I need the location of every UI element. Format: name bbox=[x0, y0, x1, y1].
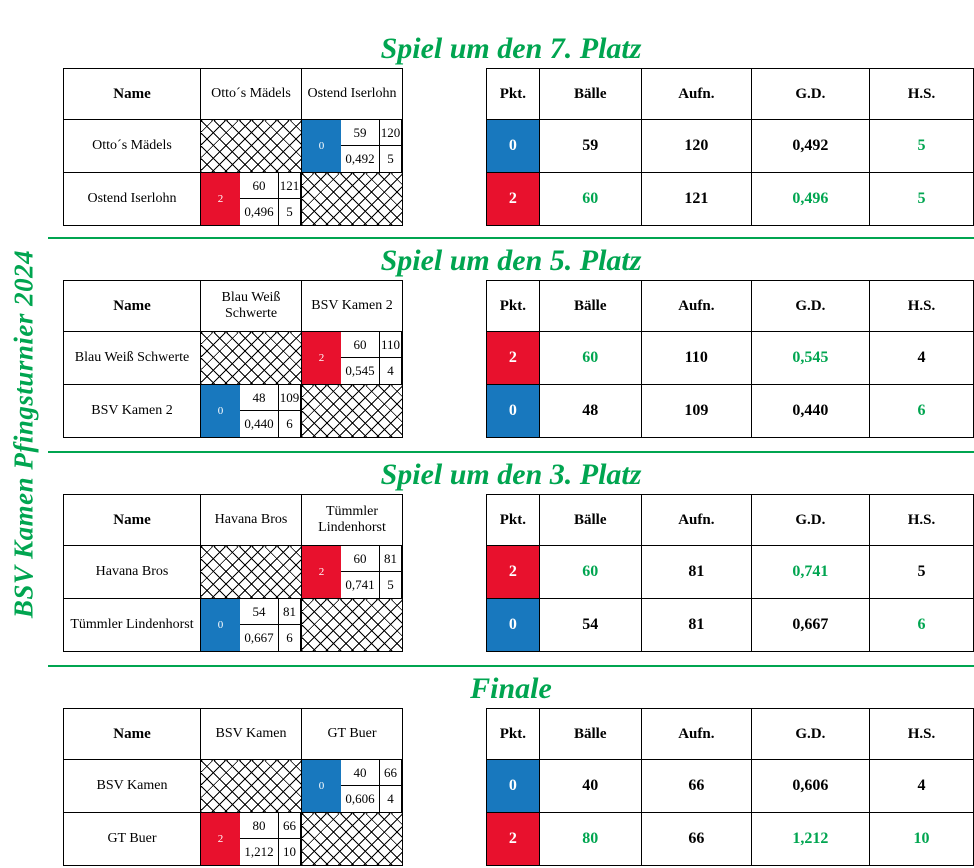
stats-header-balle: Bälle bbox=[539, 709, 641, 760]
cross-row bbox=[64, 385, 403, 438]
stats-cell-pkt: 2 bbox=[487, 813, 540, 866]
cross-row-team-name: Ostend Iserlohn bbox=[64, 173, 201, 226]
section-title: Spiel um den 5. Platz bbox=[380, 244, 642, 277]
tournament-title-text: BSV Kamen Pfingsturnier 2024 bbox=[8, 249, 39, 619]
cross-gd: 0,741 bbox=[341, 572, 380, 598]
stats-cell-hs: 5 bbox=[869, 173, 973, 226]
stats-header-aufn: Aufn. bbox=[641, 495, 751, 546]
stats-cell-pkt: 0 bbox=[487, 120, 540, 173]
cross-row bbox=[64, 332, 403, 385]
section-divider bbox=[48, 665, 974, 667]
cross-result-grid bbox=[201, 813, 301, 865]
cross-header-name: Name bbox=[64, 709, 201, 760]
cross-cell-self bbox=[302, 813, 403, 866]
cross-header-opponent: Tümmler Lindenhorst bbox=[302, 495, 403, 546]
cross-points: 0 bbox=[302, 760, 341, 812]
stats-header-pkt: Pkt. bbox=[487, 709, 540, 760]
section-body bbox=[48, 280, 974, 450]
cross-cell-result bbox=[201, 385, 302, 438]
stats-header-pkt: Pkt. bbox=[487, 281, 540, 332]
match-section bbox=[48, 242, 974, 450]
stats-row bbox=[487, 813, 974, 866]
stats-cell-balle: 54 bbox=[539, 599, 641, 652]
stats-header-aufn: Aufn. bbox=[641, 69, 751, 120]
stats-row bbox=[487, 546, 974, 599]
cross-points: 0 bbox=[201, 599, 240, 651]
cross-aufn: 121 bbox=[279, 173, 301, 199]
cross-row-team-name: BSV Kamen bbox=[64, 760, 201, 813]
stats-header-hs: H.S. bbox=[869, 709, 973, 760]
stats-cell-hs: 5 bbox=[869, 120, 973, 173]
stats-header-pkt: Pkt. bbox=[487, 69, 540, 120]
stats-cell-aufn: 109 bbox=[641, 385, 751, 438]
section-divider bbox=[48, 451, 974, 453]
cross-gd: 0,440 bbox=[240, 411, 279, 437]
cross-gd: 0,496 bbox=[240, 199, 279, 225]
cross-cell-self bbox=[201, 546, 302, 599]
cross-result-grid bbox=[201, 599, 301, 651]
stats-cell-pkt: 2 bbox=[487, 546, 540, 599]
stats-header-balle: Bälle bbox=[539, 69, 641, 120]
cross-hs: 5 bbox=[380, 572, 402, 598]
stats-cell-gd: 0,606 bbox=[751, 760, 869, 813]
cross-cell-result bbox=[201, 599, 302, 652]
stats-table bbox=[486, 68, 974, 226]
cross-hs: 4 bbox=[380, 358, 402, 384]
stats-cell-balle: 60 bbox=[539, 332, 641, 385]
cross-table bbox=[63, 494, 403, 652]
cross-row-team-name: GT Buer bbox=[64, 813, 201, 866]
stats-table bbox=[486, 280, 974, 438]
section-body bbox=[48, 494, 974, 664]
stats-cell-hs: 6 bbox=[869, 599, 973, 652]
stats-cell-hs: 4 bbox=[869, 760, 973, 813]
cross-points: 2 bbox=[201, 173, 240, 225]
tournament-vertical-title bbox=[0, 0, 48, 868]
cross-cell-result bbox=[302, 120, 403, 173]
cross-row-team-name: BSV Kamen 2 bbox=[64, 385, 201, 438]
cross-hs: 5 bbox=[380, 146, 402, 172]
stats-header-gd: G.D. bbox=[751, 495, 869, 546]
cross-aufn: 120 bbox=[380, 120, 402, 146]
cross-cell-self bbox=[201, 332, 302, 385]
stats-table bbox=[486, 494, 974, 652]
cross-table bbox=[63, 708, 403, 866]
stats-row bbox=[487, 173, 974, 226]
stats-header-gd: G.D. bbox=[751, 281, 869, 332]
cross-gd: 1,212 bbox=[240, 839, 279, 865]
cross-gd: 0,492 bbox=[341, 146, 380, 172]
stats-cell-balle: 59 bbox=[539, 120, 641, 173]
cross-row bbox=[64, 813, 403, 866]
stats-cell-pkt: 2 bbox=[487, 332, 540, 385]
match-section bbox=[48, 456, 974, 664]
stats-cell-hs: 10 bbox=[869, 813, 973, 866]
stats-cell-balle: 80 bbox=[539, 813, 641, 866]
stats-cell-gd: 1,212 bbox=[751, 813, 869, 866]
cross-aufn: 66 bbox=[279, 813, 301, 839]
cross-balls: 48 bbox=[240, 385, 279, 411]
stats-header-balle: Bälle bbox=[539, 281, 641, 332]
cross-balls: 60 bbox=[341, 546, 380, 572]
cross-hs: 4 bbox=[380, 786, 402, 812]
cross-aufn: 81 bbox=[380, 546, 402, 572]
cross-gd: 0,606 bbox=[341, 786, 380, 812]
stats-cell-gd: 0,741 bbox=[751, 546, 869, 599]
stats-cell-balle: 48 bbox=[539, 385, 641, 438]
stats-header-hs: H.S. bbox=[869, 281, 973, 332]
cross-hs: 10 bbox=[279, 839, 301, 865]
cross-aufn: 66 bbox=[380, 760, 402, 786]
cross-header-opponent: BSV Kamen bbox=[201, 709, 302, 760]
cross-header-opponent: Ostend Iserlohn bbox=[302, 69, 403, 120]
stats-cell-gd: 0,492 bbox=[751, 120, 869, 173]
stats-cell-pkt: 0 bbox=[487, 599, 540, 652]
cross-balls: 54 bbox=[240, 599, 279, 625]
stats-cell-aufn: 121 bbox=[641, 173, 751, 226]
stats-row bbox=[487, 760, 974, 813]
cross-balls: 80 bbox=[240, 813, 279, 839]
cross-header-opponent: GT Buer bbox=[302, 709, 403, 760]
cross-balls: 40 bbox=[341, 760, 380, 786]
stats-row bbox=[487, 599, 974, 652]
cross-cell-result bbox=[201, 173, 302, 226]
section-title: Spiel um den 7. Platz bbox=[380, 32, 642, 65]
stats-cell-hs: 6 bbox=[869, 385, 973, 438]
cross-header-name: Name bbox=[64, 495, 201, 546]
section-divider bbox=[48, 237, 974, 239]
section-body bbox=[48, 68, 974, 238]
cross-header-opponent: BSV Kamen 2 bbox=[302, 281, 403, 332]
cross-header-opponent: Blau Weiß Schwerte bbox=[201, 281, 302, 332]
cross-points: 0 bbox=[302, 120, 341, 172]
cross-balls: 60 bbox=[240, 173, 279, 199]
stats-header-aufn: Aufn. bbox=[641, 709, 751, 760]
cross-result-grid bbox=[302, 120, 402, 172]
cross-header-name: Name bbox=[64, 281, 201, 332]
section-title: Spiel um den 3. Platz bbox=[380, 458, 642, 491]
cross-cell-result bbox=[302, 760, 403, 813]
stats-cell-aufn: 81 bbox=[641, 599, 751, 652]
cross-aufn: 81 bbox=[279, 599, 301, 625]
stats-cell-aufn: 66 bbox=[641, 760, 751, 813]
stats-cell-pkt: 0 bbox=[487, 385, 540, 438]
cross-row-team-name: Otto´s Mädels bbox=[64, 120, 201, 173]
cross-row-team-name: Havana Bros bbox=[64, 546, 201, 599]
cross-cell-self bbox=[201, 120, 302, 173]
cross-gd: 0,545 bbox=[341, 358, 380, 384]
cross-points: 2 bbox=[302, 546, 341, 598]
cross-cell-result bbox=[201, 813, 302, 866]
stats-table bbox=[486, 708, 974, 866]
cross-cell-self bbox=[302, 173, 403, 226]
stats-header-pkt: Pkt. bbox=[487, 495, 540, 546]
cross-result-grid bbox=[302, 760, 402, 812]
stats-cell-balle: 40 bbox=[539, 760, 641, 813]
cross-aufn: 109 bbox=[279, 385, 301, 411]
cross-balls: 59 bbox=[341, 120, 380, 146]
cross-cell-self bbox=[201, 760, 302, 813]
stats-cell-gd: 0,496 bbox=[751, 173, 869, 226]
cross-aufn: 110 bbox=[380, 332, 402, 358]
cross-row bbox=[64, 120, 403, 173]
section-body bbox=[48, 708, 974, 868]
cross-header-opponent: Havana Bros bbox=[201, 495, 302, 546]
stats-header-balle: Bälle bbox=[539, 495, 641, 546]
match-section bbox=[48, 30, 974, 238]
cross-cell-result bbox=[302, 332, 403, 385]
section-title: Finale bbox=[470, 672, 552, 705]
stats-cell-balle: 60 bbox=[539, 173, 641, 226]
cross-table bbox=[63, 280, 403, 438]
cross-row bbox=[64, 599, 403, 652]
cross-result-grid bbox=[302, 332, 402, 384]
stats-cell-hs: 5 bbox=[869, 546, 973, 599]
cross-cell-self bbox=[302, 385, 403, 438]
cross-result-grid bbox=[302, 546, 402, 598]
cross-gd: 0,667 bbox=[240, 625, 279, 651]
cross-hs: 5 bbox=[279, 199, 301, 225]
stats-cell-gd: 0,667 bbox=[751, 599, 869, 652]
stats-cell-pkt: 0 bbox=[487, 760, 540, 813]
cross-row bbox=[64, 546, 403, 599]
stats-cell-hs: 4 bbox=[869, 332, 973, 385]
stats-cell-aufn: 120 bbox=[641, 120, 751, 173]
cross-row bbox=[64, 760, 403, 813]
cross-hs: 6 bbox=[279, 625, 301, 651]
stats-header-gd: G.D. bbox=[751, 69, 869, 120]
cross-row-team-name: Blau Weiß Schwerte bbox=[64, 332, 201, 385]
stats-header-aufn: Aufn. bbox=[641, 281, 751, 332]
stats-cell-pkt: 2 bbox=[487, 173, 540, 226]
stats-cell-gd: 0,440 bbox=[751, 385, 869, 438]
stats-header-hs: H.S. bbox=[869, 69, 973, 120]
cross-result-grid bbox=[201, 173, 301, 225]
cross-points: 0 bbox=[201, 385, 240, 437]
stats-cell-gd: 0,545 bbox=[751, 332, 869, 385]
cross-result-grid bbox=[201, 385, 301, 437]
cross-table bbox=[63, 68, 403, 226]
stats-header-gd: G.D. bbox=[751, 709, 869, 760]
cross-cell-result bbox=[302, 546, 403, 599]
stats-cell-aufn: 81 bbox=[641, 546, 751, 599]
cross-header-opponent: Otto´s Mädels bbox=[201, 69, 302, 120]
stats-row bbox=[487, 385, 974, 438]
cross-header-name: Name bbox=[64, 69, 201, 120]
stats-cell-balle: 60 bbox=[539, 546, 641, 599]
stats-cell-aufn: 66 bbox=[641, 813, 751, 866]
match-section bbox=[48, 670, 974, 868]
cross-balls: 60 bbox=[341, 332, 380, 358]
cross-points: 2 bbox=[302, 332, 341, 384]
cross-points: 2 bbox=[201, 813, 240, 865]
stats-cell-aufn: 110 bbox=[641, 332, 751, 385]
stats-row bbox=[487, 120, 974, 173]
cross-cell-self bbox=[302, 599, 403, 652]
stats-row bbox=[487, 332, 974, 385]
cross-row-team-name: Tümmler Lindenhorst bbox=[64, 599, 201, 652]
cross-hs: 6 bbox=[279, 411, 301, 437]
cross-row bbox=[64, 173, 403, 226]
stats-header-hs: H.S. bbox=[869, 495, 973, 546]
